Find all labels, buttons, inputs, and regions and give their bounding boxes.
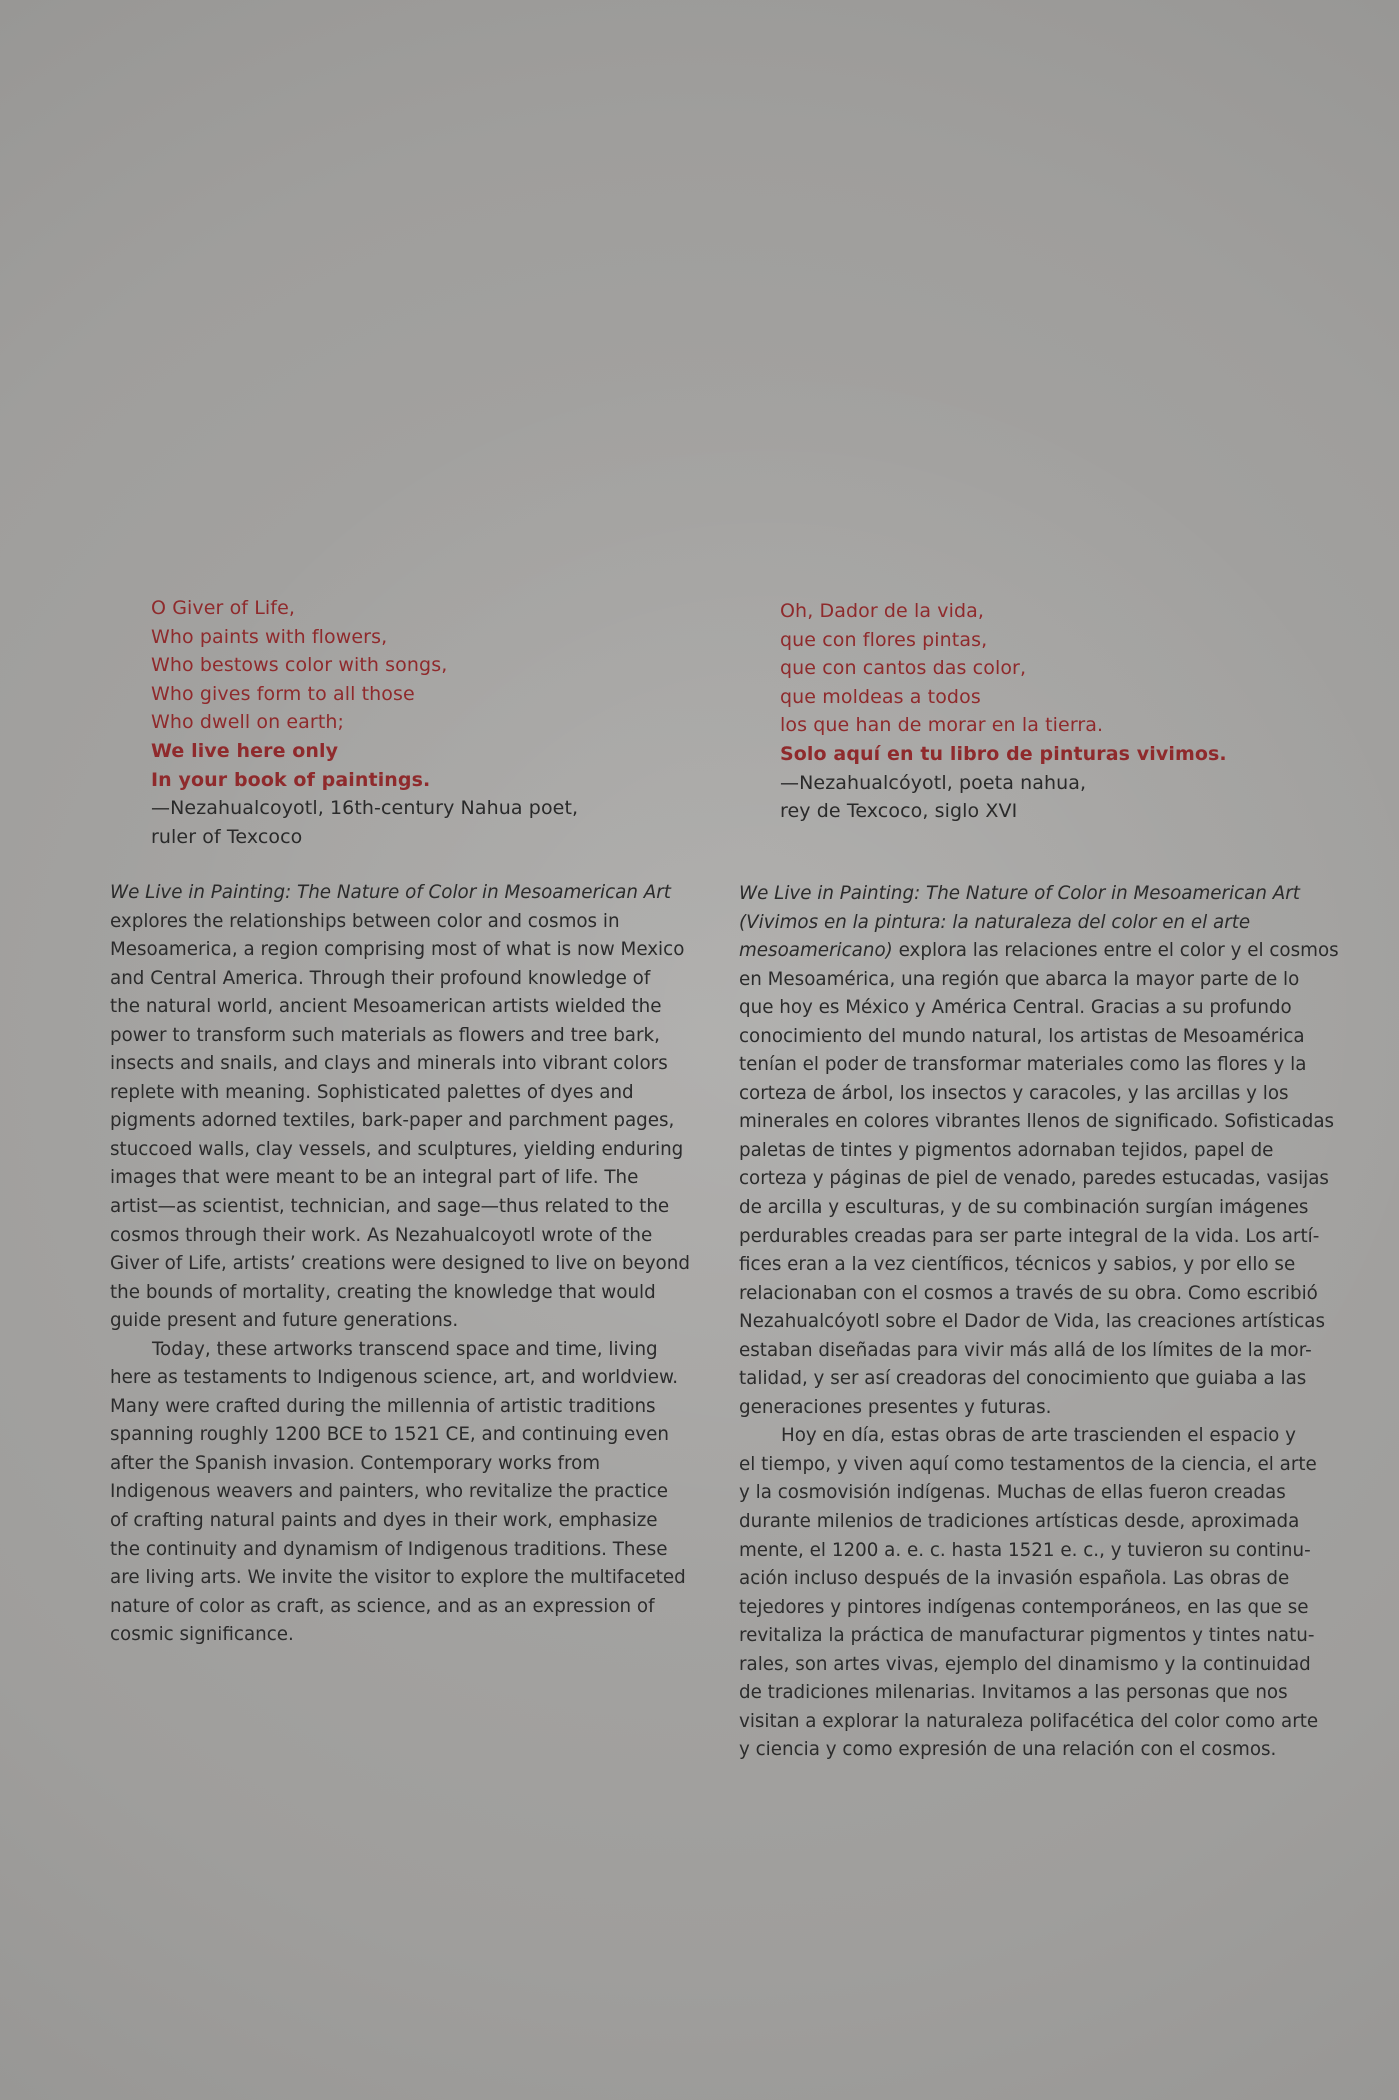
text-line: and Central America. Through their profound knowledge of [110, 967, 651, 989]
text-line: en Mesoamérica, una región que abarca la mayor parte de lo [739, 968, 1300, 990]
text-line: insects and snails, and clays and minerals into vibrant colors [110, 1053, 668, 1075]
poem-attribution: —Nezahualcóyotl, poeta nahua, [780, 771, 1087, 794]
text-line: paletas de tintes y pigmentos adornaban tejidos, papel de [739, 1139, 1274, 1161]
exhibition-title: We Live in Painting: The Nature of Color in Mesoamerican Art [110, 882, 671, 903]
text-line: generaciones presentes y futuras. [739, 1396, 1052, 1418]
exhibition-title: mesoamericano) [739, 940, 893, 962]
text-line: y ciencia y como expresión de una relación con el cosmos. [739, 1739, 1277, 1761]
text-line: the natural world, ancient Mesoamerican artists wielded the [110, 996, 662, 1018]
text-line: nature of color as craft, as science, and as an expression of [110, 1595, 655, 1617]
poem-english [151, 594, 578, 851]
text-fragment: explora las relaciones entre el color y el cosmos [892, 940, 1339, 962]
text-line: estaban diseñadas para vivir más allá de los límites de la mor- [739, 1339, 1312, 1361]
text-line: after the Spanish invasion. Contemporary works from [110, 1452, 601, 1474]
poem-line: Who dwell on earth; [151, 711, 345, 734]
text-line: spanning roughly 1200 BCE to 1521 CE, and continuing even [110, 1424, 669, 1446]
text-line: y la cosmovisión indígenas. Muchas de ellas fueron creadas [739, 1482, 1286, 1504]
text-line: stuccoed walls, clay vessels, and sculptures, yielding enduring [110, 1138, 684, 1160]
text-line: Mesoamerica, a region comprising most of what is now Mexico [110, 939, 685, 961]
exhibition-title: (Vivimos en la pintura: la naturaleza del color en el arte [739, 911, 1251, 933]
text-line: revitaliza la práctica de manufacturar pigmentos y tintes natu- [739, 1625, 1315, 1647]
exhibition-title: We Live in Painting: The Nature of Color in Mesoamerican Art [739, 883, 1300, 904]
text-line: the continuity and dynamism of Indigenous traditions. These [110, 1538, 668, 1560]
text-line: Hoy en día, estas obras de arte trascienden el espacio y [781, 1425, 1296, 1447]
poem-line: los que han de morar en la tierra. [780, 714, 1104, 737]
text-line: of crafting natural paints and dyes in their work, emphasize [110, 1510, 658, 1532]
text-line: de tradiciones milenarias. Invitamos a las personas que nos [739, 1682, 1288, 1704]
text-line [739, 937, 1339, 966]
poem-line: O Giver of Life, [151, 597, 296, 619]
text-line: Giver of Life, artists’ creations were designed to live on beyond [110, 1253, 690, 1275]
poem-attribution: ruler of Texcoco [151, 825, 303, 848]
poem-attribution: rey de Texcoco, siglo XVI [780, 800, 1018, 823]
text-line: corteza y páginas de piel de venado, paredes estucadas, vasijas [739, 1168, 1329, 1190]
text-line: de arcilla y esculturas, y de su combinación surgían imágenes [739, 1197, 1309, 1219]
poem-line: que con cantos das color, [780, 657, 1027, 680]
text-line: fices eran a la vez científicos, técnicos y sabios, y por ello se [739, 1254, 1296, 1276]
text-line: rales, son artes vivas, ejemplo del dinamismo y la continuidad [739, 1653, 1311, 1675]
text-line: el tiempo, y viven aquí como testamentos de la ciencia, el arte [739, 1453, 1317, 1475]
text-line: here as testaments to Indigenous science, art, and worldview. [110, 1367, 679, 1389]
text-line: pigments adorned textiles, bark-paper and parchment pages, [110, 1110, 675, 1132]
text-line: perdurables creadas para ser parte integral de la vida. Los artí- [739, 1225, 1320, 1247]
text-line: tejedores y pintores indígenas contemporáneos, en las que se [739, 1596, 1309, 1618]
text-line: images that were meant to be an integral part of life. The [110, 1167, 639, 1189]
text-line: cosmos through their work. As Nezahualcoyotl wrote of the [110, 1224, 653, 1246]
text-line: artist—as scientist, technician, and sage—thus related to the [110, 1196, 670, 1218]
text-line: the bounds of mortality, creating the knowledge that would [110, 1281, 656, 1303]
text-line: Today, these artworks transcend space and time, living [152, 1338, 658, 1360]
text-line: power to transform such materials as flowers and tree bark, [110, 1024, 660, 1046]
text-line: durante milenios de tradiciones artísticas desde, aproximada [739, 1511, 1300, 1533]
text-line: que hoy es México y América Central. Gracias a su profundo [739, 997, 1292, 1019]
poem-line: que con flores pintas, [780, 628, 988, 651]
poem-line: Oh, Dador de la vida, [780, 600, 985, 622]
text-line: replete with meaning. Sophisticated palettes of dyes and [110, 1081, 634, 1103]
text-line: Nezahualcóyotl sobre el Dador de Vida, las creaciones artísticas [739, 1311, 1325, 1333]
intro-text-spanish [739, 880, 1339, 1765]
text-line: visitan a explorar la naturaleza polifacética del color como arte [739, 1710, 1319, 1732]
text-line: tenían el poder de transformar materiales como las flores y la [739, 1054, 1307, 1076]
intro-text-english [110, 879, 690, 1650]
poem-attribution: —Nezahualcoyotl, 16th-century Nahua poet, [151, 797, 579, 820]
text-line: corteza de árbol, los insectos y caracoles, y las arcillas y los [739, 1082, 1289, 1104]
text-line: Many were crafted during the millennia of artistic traditions [110, 1395, 656, 1417]
text-line: cosmic significance. [110, 1624, 294, 1646]
text-line: guide present and future generations. [110, 1310, 459, 1332]
text-line: ación incluso después de la invasión española. Las obras de [739, 1568, 1290, 1590]
poem-line: que moldeas a todos [780, 685, 981, 708]
text-line: are living arts. We invite the visitor to explore the multifaceted [110, 1567, 686, 1589]
poem-spanish [780, 597, 1227, 826]
text-line: explores the relationships between color and cosmos in [110, 910, 620, 932]
text-line: minerales en colores vibrantes llenos de significado. Sofisticadas [739, 1111, 1335, 1133]
poem-line: Who gives form to all those [151, 682, 415, 705]
text-line: Indigenous weavers and painters, who revitalize the practice [110, 1481, 668, 1503]
poem-line: Who paints with flowers, [151, 625, 388, 648]
poem-bold-line: We live here only [151, 739, 339, 762]
poem-bold-line: In your book of paintings. [151, 768, 431, 791]
poem-line: Who bestows color with songs, [151, 654, 448, 677]
text-line: conocimiento del mundo natural, los artistas de Mesoamérica [739, 1025, 1305, 1047]
text-line: mente, el 1200 a. e. c. hasta 1521 e. c., y tuvieron su continu- [739, 1539, 1311, 1561]
text-line: relacionaban con el cosmos a través de su obra. Como escribió [739, 1282, 1318, 1304]
text-line: talidad, y ser así creadoras del conocimiento que guiaba a las [739, 1368, 1307, 1390]
poem-bold-line: Solo aquí en tu libro de pinturas vivimos. [780, 742, 1227, 765]
